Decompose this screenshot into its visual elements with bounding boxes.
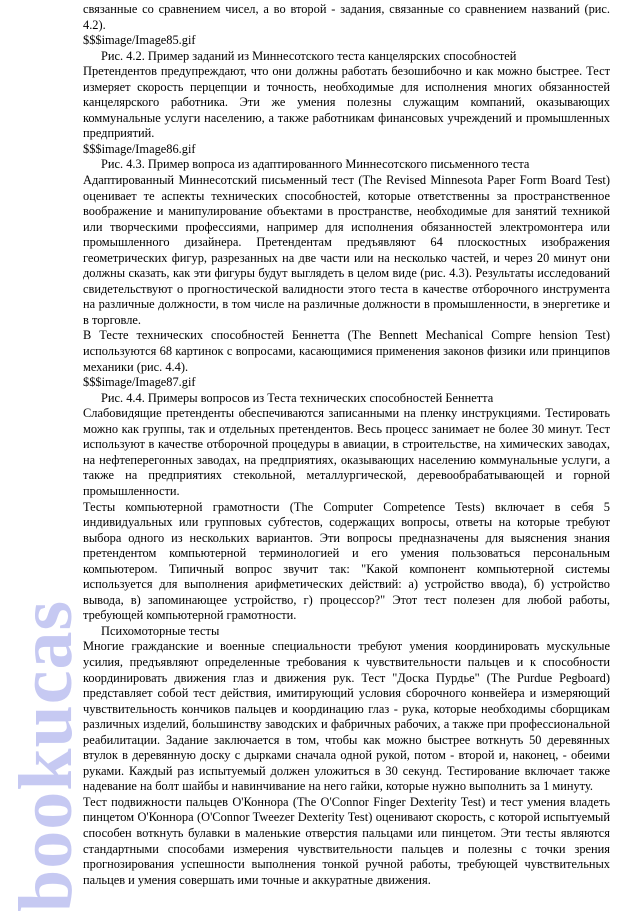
image-reference: $$$image/Image85.gif <box>83 33 196 48</box>
figure-caption: Рис. 4.2. Пример заданий из Миннесотского теста канцелярских способностей <box>101 48 517 63</box>
figure-caption: Рис. 4.3. Пример вопроса из адаптированного Миннесотского письменного теста <box>101 157 530 172</box>
image-reference: $$$image/Image86.gif <box>83 141 196 156</box>
paragraph: В Тесте технических способностей Беннетта (The Bennett Mechanical Compre hension Test) используются 68 картинок с вопросами, касающимися применения законов физики или принципов механики (рис. 4.4). <box>83 328 610 374</box>
paragraph: связанные со сравнением чисел, а во второй - задания, связанные со сравнением названий (рис. 4.2). <box>83 2 610 32</box>
watermark <box>0 0 88 921</box>
paragraph: Многие гражданские и военные специальности требуют умения координировать мускульные усилия, предъявляют определенные требования к чувствительности пальцев и к способности координировать движения глаз и движения рук. Тест "Доска Пурдье" (The Purdue Pegboard) представляет собой тест действия, имитирующий условия сборочного конвейера и измеряющий чувствительность кончиков пальцев и координацию глаз - рука, которые необходимы сборщикам различных изделий, большинству заводских и фабричных рабочих, а также при профессиональной реабилитации. Задание заключается в том, чтобы как можно быстрее воткнуть 50 деревянных втулок в деревянную доску с дырками сначала одной рукой, потом - второй и, наконец, - обеими руками. Каждый раз испытуемый должен уложиться в 30 секунд. Тестирование включает также надевание на болт шайбы и навинчивание на него гайки, которые нужно выполнить за 1 минуту. <box>83 639 610 794</box>
paragraph: Адаптированный Миннесотский письменный тест (The Revised Minnesota Paper Form Board Test) оценивает те аспекты технических способностей, которые ответственны за пространственное воображение и манипулирование объектами в пространстве, необходимые для занятий техникой или творческими профессиями, например для исполнения обязанностей электромонтера или промышленного дизайнера. Претендентам предъявляют 64 плоскостных изображения геометрических фигур, разрезанных на две части или на несколько частей, и через 20 минут они должны сказать, как эти фигуры будут выглядеть в целом виде (рис. 4.3). Результаты исследований свидетельствуют о прогностической валидности этого теста в качестве отборочного инструмента на различные должности, в том числе на различные должности в промышленности, в энергетике и в торговле. <box>83 173 610 327</box>
document-body <box>83 2 610 888</box>
paragraph: Тест подвижности пальцев О'Коннора (The O'Connor Finger Dexterity Test) и тест умения владеть пинцетом О'Коннора (O'Connor Tweezer Dexterity Test) оценивают скорость, с которой испытуемый способен воткнуть булавки в маленькие отверстия пальцами или пинцетом. Эти тесты являются стандартными способами измерения чувствительности пальцев и полезны с точки зрения прогнозирования успешности выполнения тонкой ручной работы, требующей чувствительных пальцев и умения совершать ими точные и аккуратные движения. <box>83 794 610 887</box>
figure-caption: Рис. 4.4. Примеры вопросов из Теста технических способностей Беннетта <box>101 390 494 405</box>
section-heading: Психомоторные тесты <box>101 623 220 638</box>
watermark-text: bookucas <box>4 599 88 912</box>
paragraph: Тесты компьютерной грамотности (The Computer Competence Tests) включает в себя 5 индивидуальных или групповых субтестов, содержащих вопросы, ответы на которые требуют выбора одного из нескольких вариантов. Эти вопросы предназначены для выяснения знания претендентом компьютерной терминологией и его умения пользоваться персональным компьютером. Типичный вопрос звучит так: "Какой компонент компьютерной системы используется для выполнения арифметических действий: а) устройство ввода), б) устройство вывода, в) запоминающее устройство, г) процессор?" Этот тест полезен для любой работы, требующей компьютерной грамотности. <box>83 499 610 623</box>
image-reference: $$$image/Image87.gif <box>83 375 196 390</box>
paragraph: Слабовидящие претенденты обеспечиваются записанными на пленку инструкциями. Тестировать можно как группы, так и отдельных претендентов. Весь процесс занимает не более 30 минут. Тест используют в качестве отборочной процедуры в авиации, в строительстве, на химических заводах, на нефтеперегонных заводах, на предприятиях, оказывающих населению коммунальные услуги, а также на предприятиях стекольной, металлургической, деревообрабатывающей и горной промышленности. <box>83 406 610 498</box>
paragraph: Претендентов предупреждают, что они должны работать безошибочно и как можно быстрее. Тест измеряет скорость перцепции и точность, необходимые для исполнения многих обязанностей канцелярского работника. Эти же умения полезны служащим компаний, оказывающих коммунальные услуги населению, а также работникам финансовых учреждений и промышленных предприятий. <box>83 64 610 141</box>
